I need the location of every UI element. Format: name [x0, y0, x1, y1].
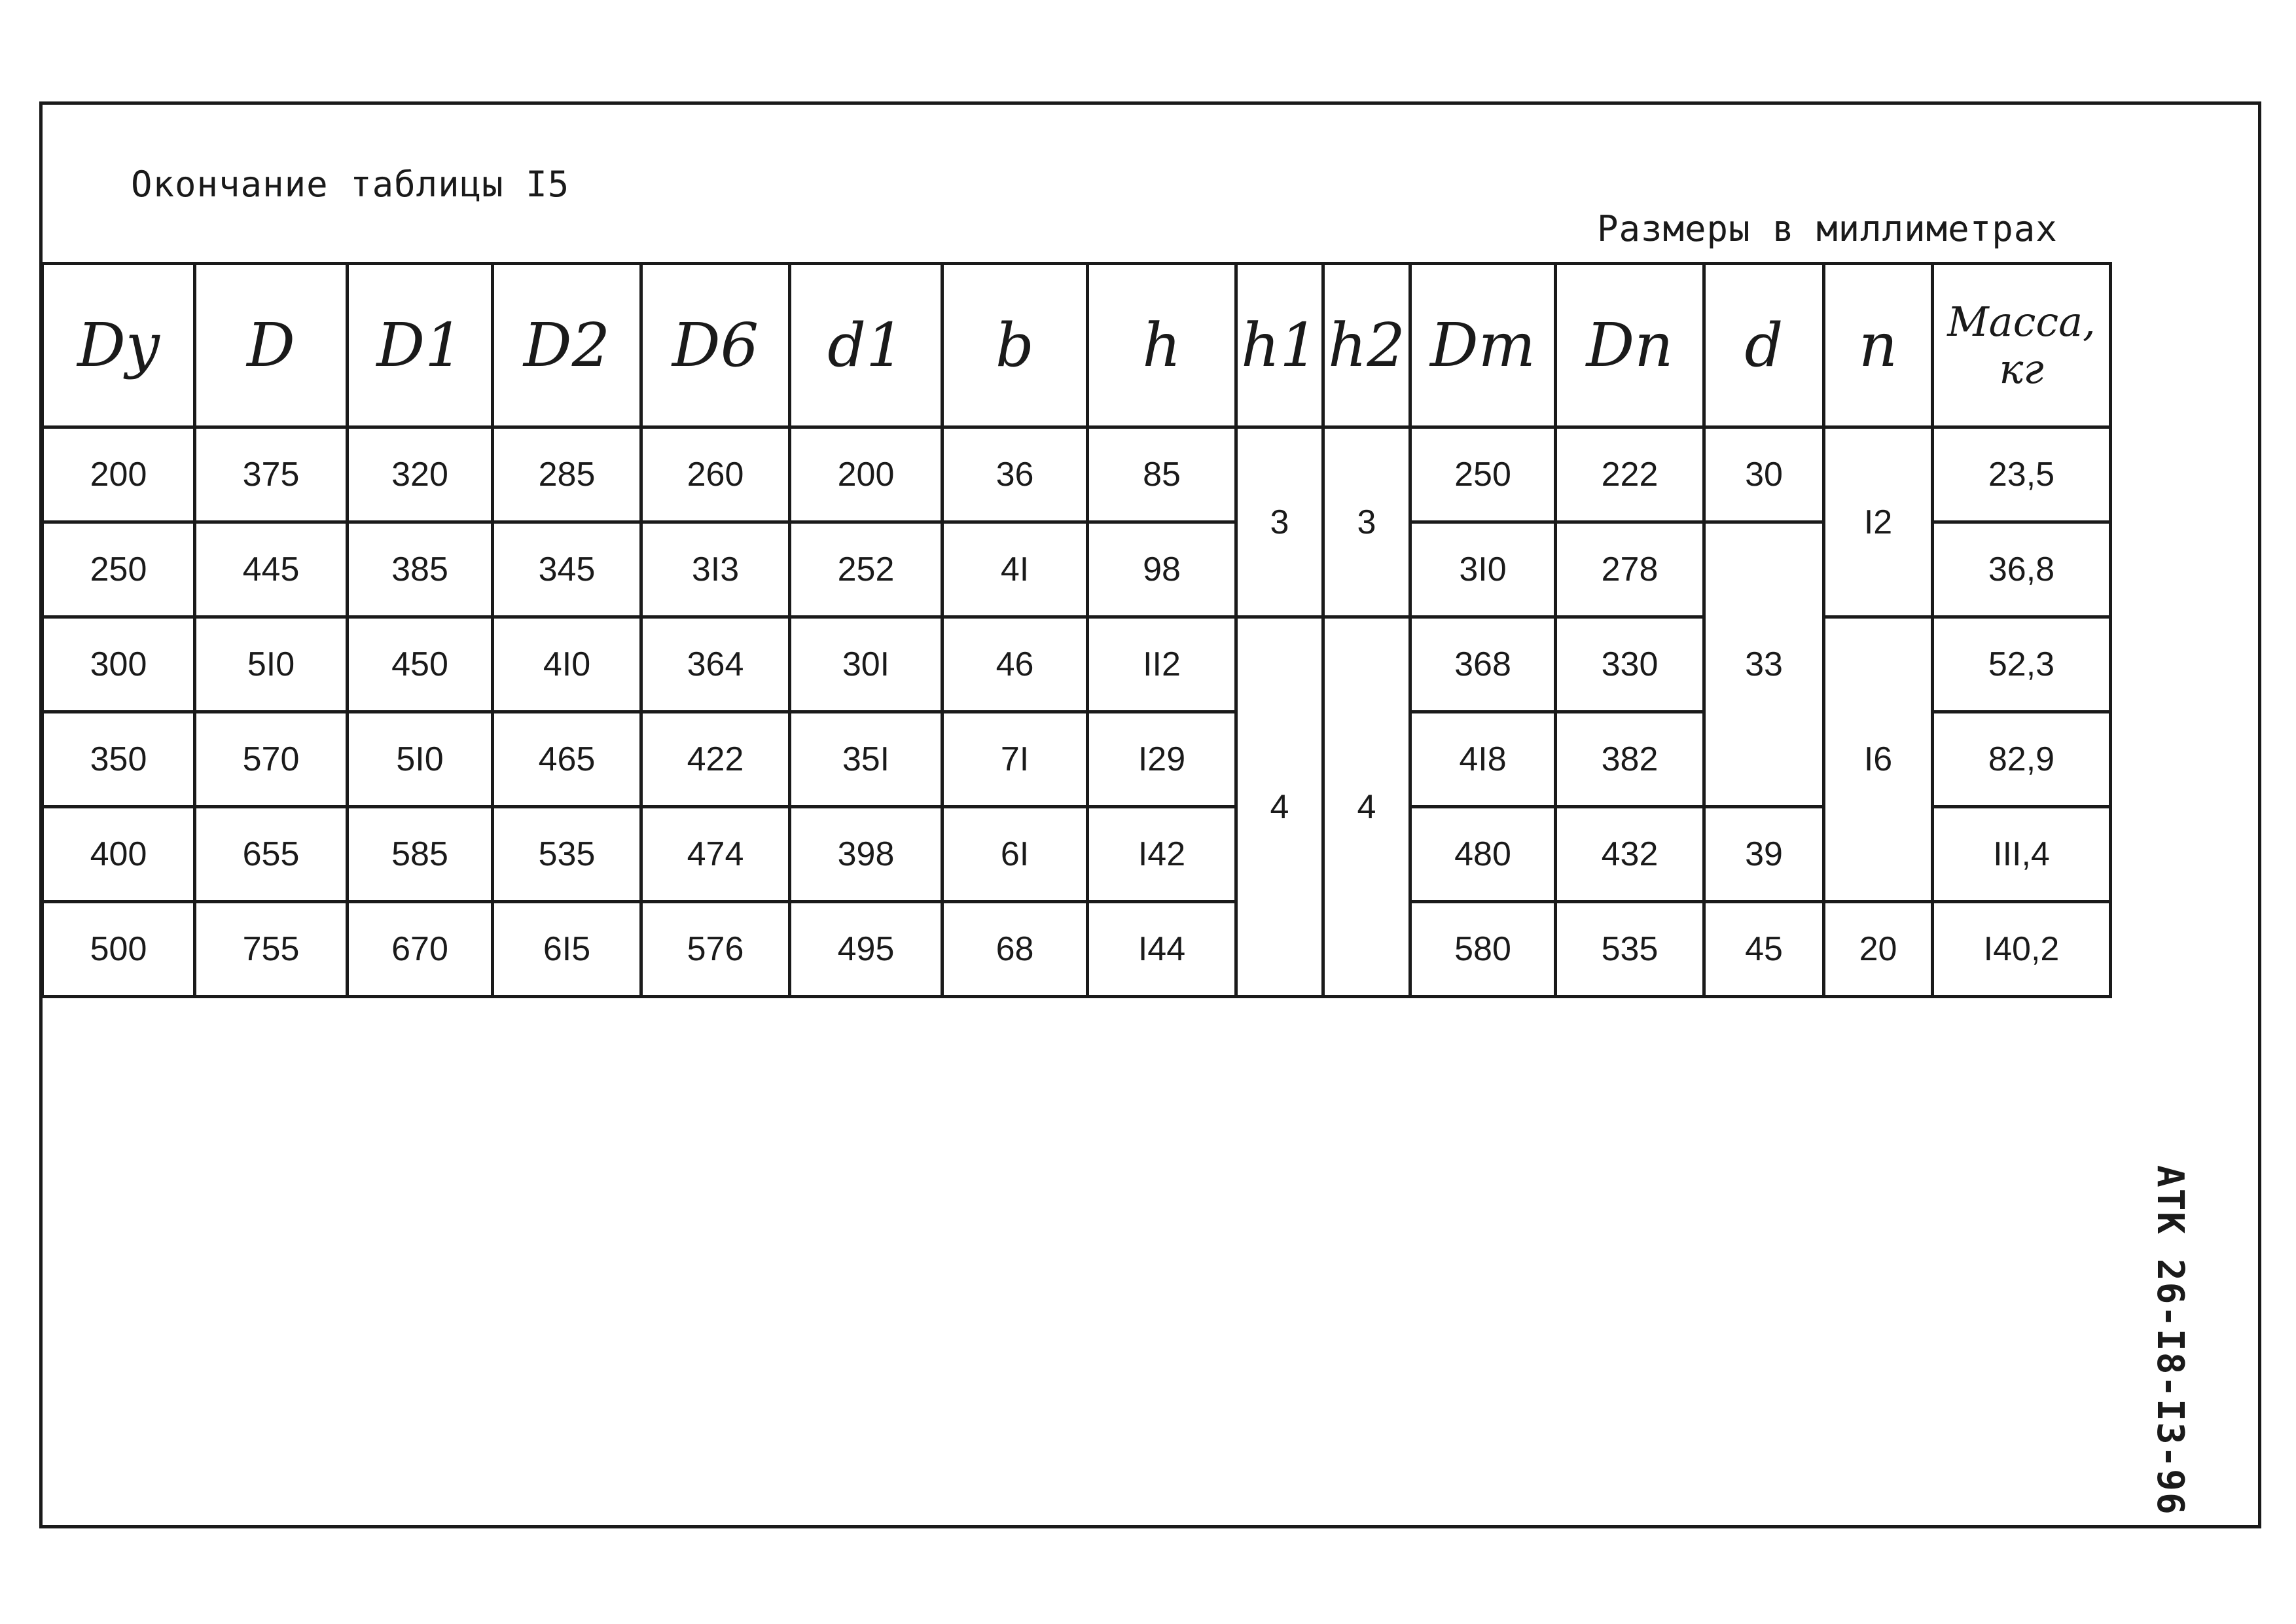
- cell-d6: 576: [641, 902, 790, 997]
- cell-h: I42: [1088, 807, 1236, 902]
- cell-d-big: 5I0: [195, 617, 348, 712]
- cell-d1: 385: [348, 522, 493, 617]
- cell-d2: 465: [493, 712, 641, 807]
- cell-dn: 432: [1556, 807, 1704, 902]
- cell-b: 68: [942, 902, 1088, 997]
- cell-dm: 580: [1410, 902, 1556, 997]
- table-row: [43, 427, 2111, 522]
- cell-d-small1: 35I: [790, 712, 942, 807]
- cell-d-big: 445: [195, 522, 348, 617]
- cell-dy: 350: [43, 712, 195, 807]
- cell-dy: 500: [43, 902, 195, 997]
- header-dy: Dy: [43, 264, 195, 427]
- cell-dy: 200: [43, 427, 195, 522]
- cell-d6: 3I3: [641, 522, 790, 617]
- cell-dy: 400: [43, 807, 195, 902]
- cell-d-big: 570: [195, 712, 348, 807]
- cell-dn: 330: [1556, 617, 1704, 712]
- cell-h: 98: [1088, 522, 1236, 617]
- cell-h2-merged: 4: [1323, 617, 1410, 997]
- cell-d1: 585: [348, 807, 493, 902]
- cell-d2: 285: [493, 427, 641, 522]
- cell-d-big: 655: [195, 807, 348, 902]
- cell-d1: 670: [348, 902, 493, 997]
- cell-d1: 320: [348, 427, 493, 522]
- cell-d2: 345: [493, 522, 641, 617]
- cell-d-big: 755: [195, 902, 348, 997]
- cell-mass: 23,5: [1933, 427, 2111, 522]
- cell-h: I29: [1088, 712, 1236, 807]
- cell-dm: 4I8: [1410, 712, 1556, 807]
- units-note: Размеры в миллиметрах: [1597, 208, 2058, 249]
- cell-mass: III,4: [1933, 807, 2111, 902]
- cell-dm: 3I0: [1410, 522, 1556, 617]
- header-h2: h2: [1323, 264, 1410, 427]
- cell-b: 46: [942, 617, 1088, 712]
- cell-mass: I40,2: [1933, 902, 2111, 997]
- cell-n: 20: [1824, 902, 1933, 997]
- cell-b: 7I: [942, 712, 1088, 807]
- cell-d: 39: [1704, 807, 1824, 902]
- cell-dn: 382: [1556, 712, 1704, 807]
- cell-d-small1: 30I: [790, 617, 942, 712]
- cell-d2: 535: [493, 807, 641, 902]
- cell-dn: 222: [1556, 427, 1704, 522]
- header-row: [43, 264, 2111, 427]
- cell-dn: 535: [1556, 902, 1704, 997]
- header-n: n: [1824, 264, 1933, 427]
- header-h: h: [1088, 264, 1236, 427]
- cell-h1-merged: 3: [1236, 427, 1323, 617]
- cell-dy: 300: [43, 617, 195, 712]
- header-d: d: [1704, 264, 1824, 427]
- cell-dm: 480: [1410, 807, 1556, 902]
- cell-b: 36: [942, 427, 1088, 522]
- cell-dm: 368: [1410, 617, 1556, 712]
- header-mass: Масса, кг: [1933, 264, 2111, 427]
- cell-b: 6I: [942, 807, 1088, 902]
- cell-d6: 260: [641, 427, 790, 522]
- cell-mass: 52,3: [1933, 617, 2111, 712]
- cell-d-small1: 495: [790, 902, 942, 997]
- cell-mass: 36,8: [1933, 522, 2111, 617]
- cell-dn: 278: [1556, 522, 1704, 617]
- header-dm: Dm: [1410, 264, 1556, 427]
- header-d2: D2: [493, 264, 641, 427]
- table-row: [43, 902, 2111, 997]
- table-row: [43, 522, 2111, 617]
- cell-n-merged: I2: [1824, 427, 1933, 617]
- cell-d-big: 375: [195, 427, 348, 522]
- header-b: b: [942, 264, 1088, 427]
- cell-h2-merged: 3: [1323, 427, 1410, 617]
- document-code: АТК 26-I8-I3-96: [2149, 1165, 2191, 1516]
- header-dn: Dn: [1556, 264, 1704, 427]
- cell-d6: 422: [641, 712, 790, 807]
- cell-b: 4I: [942, 522, 1088, 617]
- header-d-big: D: [195, 264, 348, 427]
- cell-d-small1: 252: [790, 522, 942, 617]
- table-row: [43, 807, 2111, 902]
- dimensions-table: [41, 262, 2112, 998]
- cell-n-merged: I6: [1824, 617, 1933, 902]
- header-d1: D1: [348, 264, 493, 427]
- cell-mass: 82,9: [1933, 712, 2111, 807]
- cell-d: 45: [1704, 902, 1824, 997]
- cell-d6: 364: [641, 617, 790, 712]
- header-d-small1: d1: [790, 264, 942, 427]
- cell-d1: 450: [348, 617, 493, 712]
- cell-d2: 4I0: [493, 617, 641, 712]
- cell-d2: 6I5: [493, 902, 641, 997]
- cell-h: II2: [1088, 617, 1236, 712]
- cell-h: I44: [1088, 902, 1236, 997]
- table-caption: Окончание таблицы I5: [131, 164, 570, 205]
- cell-d6: 474: [641, 807, 790, 902]
- cell-d: 30: [1704, 427, 1824, 522]
- header-h1: h1: [1236, 264, 1323, 427]
- cell-dm: 250: [1410, 427, 1556, 522]
- cell-h: 85: [1088, 427, 1236, 522]
- cell-d-small1: 200: [790, 427, 942, 522]
- cell-d-small1: 398: [790, 807, 942, 902]
- cell-d1: 5I0: [348, 712, 493, 807]
- cell-h1-merged: 4: [1236, 617, 1323, 997]
- header-d6: D6: [641, 264, 790, 427]
- cell-dy: 250: [43, 522, 195, 617]
- cell-d-merged: 33: [1704, 522, 1824, 807]
